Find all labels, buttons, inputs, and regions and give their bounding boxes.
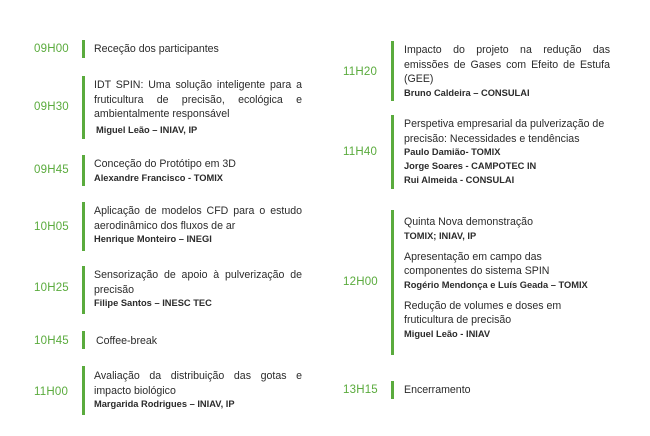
agenda-title: Impacto do projeto na redução das emissões de Gases com Efeito de Estufa (GEE) [404,44,610,85]
agenda-speaker: TOMIX; INIAV, IP [404,230,477,241]
accent-bar [82,331,85,349]
agenda-content [94,369,302,411]
agenda-title: Redução de volumes e doses em fruticultura de precisão [404,299,562,326]
agenda-time: 09H30 [34,101,69,113]
accent-bar [82,76,85,139]
agenda-title: Receção dos participantes [94,43,219,55]
agenda-speaker: Miguel Leão - INIAV [404,328,491,339]
agenda-content [94,204,302,246]
agenda-speaker: Henrique Monteiro – INEGI [94,234,212,244]
agenda-speaker: Alexandre Francisco - TOMIX [94,172,223,183]
agenda-time: 11H00 [34,386,69,398]
agenda-speaker: Paulo Damião- TOMIX [404,147,501,157]
agenda-time: 09H00 [34,43,69,55]
agenda-speaker: Miguel Leão – INIAV, IP [96,124,198,135]
agenda-title: Sensorização de apoio à pulverização de precisão [94,269,302,296]
agenda-title: Encerramento [404,384,471,396]
accent-bar [391,41,394,101]
agenda-title: IDT SPIN: Uma solução inteligente para a fruticultura de precisão, ecológica e ambientalmente responsável [94,79,302,120]
agenda-time: 13H15 [343,384,378,396]
accent-bar [82,202,85,251]
agenda-content [94,268,302,310]
agenda-content [94,42,306,57]
agenda-session [404,299,614,341]
agenda-time: 11H20 [343,66,378,78]
agenda-time: 09H45 [34,164,69,176]
agenda-time: 10H45 [34,335,69,347]
agenda-speaker: Margarida Rodrigues – INIAV, IP [94,399,235,409]
agenda-content [94,157,306,185]
agenda-title: Perspetiva empresarial da pulverização de precisão: Necessidades e tendências [404,118,605,145]
agenda-title: Aplicação de modelos CFD para o estudo aerodinâmico dos fluxos de ar [94,205,302,232]
agenda-session [404,215,614,243]
agenda-content [96,334,296,349]
agenda-time: 10H25 [34,282,69,294]
accent-bar [391,115,394,189]
agenda-content [404,383,604,398]
accent-bar [82,155,85,186]
agenda-content [404,215,614,341]
accent-bar [391,210,394,355]
agenda-content [404,43,610,100]
agenda-speaker: Rogério Mendonça e Luís Geada – TOMIX [404,279,588,290]
agenda-title: Coffee-break [96,335,158,347]
agenda-title: Quinta Nova demonstração [404,216,533,228]
agenda-speaker: Rui Almeida - CONSULAI [404,175,515,185]
agenda-speaker: Filipe Santos – INESC TEC [94,298,212,308]
agenda-title: Avaliação da distribuição das gotas e impacto biológico [94,370,302,397]
accent-bar [82,266,85,314]
agenda-speaker: Jorge Soares - CAMPOTEC IN [404,161,537,171]
agenda-time: 10H05 [34,221,69,233]
agenda-title: Apresentação em campo das componentes do sistema SPIN [404,250,550,277]
accent-bar [391,381,394,399]
agenda-content [404,117,610,187]
agenda-speaker: Bruno Caldeira – CONSULAI [404,87,530,98]
accent-bar [82,366,85,415]
agenda-time: 11H40 [343,146,378,158]
agenda-session [404,250,614,292]
agenda-content [94,78,302,137]
accent-bar [82,40,85,58]
agenda-title: Conceção do Protótipo em 3D [94,158,236,170]
agenda-time: 12H00 [343,276,378,288]
